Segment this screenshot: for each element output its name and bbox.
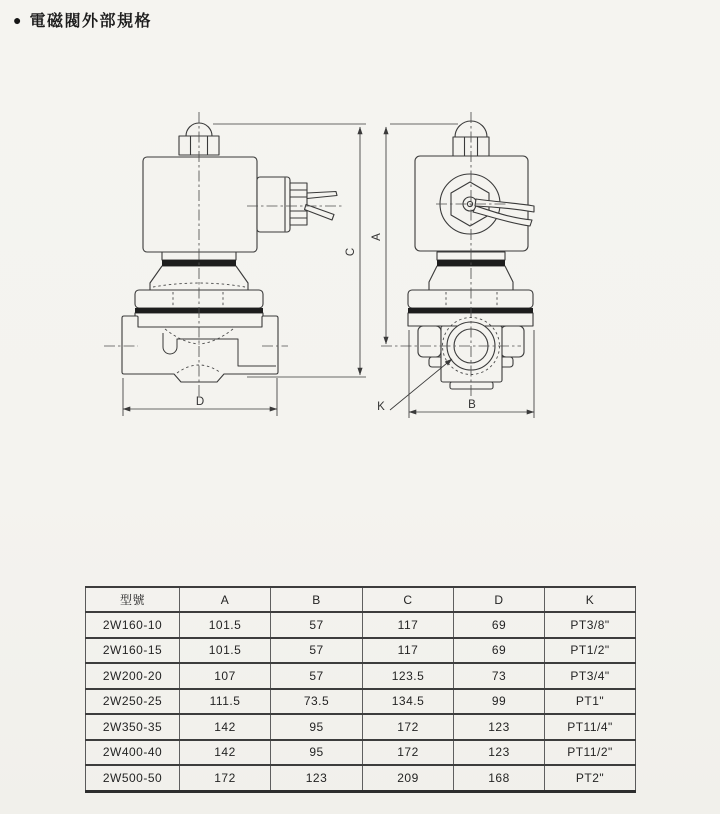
table-row xyxy=(86,765,636,791)
dim-label-D: D xyxy=(195,396,205,408)
dimension-cell: 57 xyxy=(271,638,363,664)
dimension-cell: 117 xyxy=(363,612,454,638)
dimension-cell: PT3/8" xyxy=(545,612,636,638)
body-lug-right xyxy=(501,326,524,357)
dim-label-A: A xyxy=(371,233,383,241)
model-cell: 2W200-20 xyxy=(86,663,180,689)
dimension-cell: PT11/2" xyxy=(545,740,636,766)
table-row xyxy=(86,612,636,638)
dim-label-C: C xyxy=(345,247,357,257)
dimension-cell: 123.5 xyxy=(363,663,454,689)
dimension-cell: 107 xyxy=(180,663,271,689)
table-row xyxy=(86,714,636,740)
body-lug-left xyxy=(418,326,441,357)
dimension-cell: 168 xyxy=(454,765,545,791)
spec-table xyxy=(85,586,636,793)
dimension-cell: 134.5 xyxy=(363,689,454,715)
dim-label-B: B xyxy=(468,399,476,411)
dimension-cell: 95 xyxy=(271,714,363,740)
dimension-cell: 123 xyxy=(454,714,545,740)
valve-side-view xyxy=(122,123,337,382)
dimension-cell: 123 xyxy=(271,765,363,791)
table-row xyxy=(86,638,636,664)
dimension-cell: 95 xyxy=(271,740,363,766)
col-header-model: 型號 xyxy=(86,587,180,612)
port-block-foot xyxy=(450,382,493,389)
dimension-cell: 209 xyxy=(363,765,454,791)
dimension-cell: PT2" xyxy=(545,765,636,791)
model-cell: 2W160-15 xyxy=(86,638,180,664)
dimension-cell: 69 xyxy=(454,612,545,638)
col-header-b: B xyxy=(271,587,363,612)
dimension-cell: 57 xyxy=(271,612,363,638)
dimension-cell: 172 xyxy=(180,765,271,791)
dimension-cell: 73 xyxy=(454,663,545,689)
cable-gland xyxy=(290,183,307,225)
dimension-cell: 172 xyxy=(363,714,454,740)
dimension-cell: PT3/4" xyxy=(545,663,636,689)
col-header-d: D xyxy=(454,587,545,612)
dimension-cell: PT11/4" xyxy=(545,714,636,740)
terminal-prong-lower xyxy=(305,205,335,221)
model-cell: 2W160-10 xyxy=(86,612,180,638)
model-cell: 2W250-25 xyxy=(86,689,180,715)
model-cell: 2W350-35 xyxy=(86,714,180,740)
dimension-cell: 57 xyxy=(271,663,363,689)
dimension-cell: 99 xyxy=(454,689,545,715)
table-row xyxy=(86,740,636,766)
dimension-cell: 123 xyxy=(454,740,545,766)
page-title: 電磁閥外部規格 xyxy=(29,13,152,30)
leader-line-K xyxy=(390,359,452,410)
col-header-k: K xyxy=(545,587,636,612)
dimension-cell: 142 xyxy=(180,740,271,766)
dimension-cell: 73.5 xyxy=(271,689,363,715)
dimension-cell: 111.5 xyxy=(180,689,271,715)
dimension-cell: PT1" xyxy=(545,689,636,715)
model-cell: 2W400-40 xyxy=(86,740,180,766)
col-header-c: C xyxy=(363,587,454,612)
dimension-cell: 101.5 xyxy=(180,638,271,664)
oring-band-flange-front xyxy=(408,308,533,313)
spec-table-body xyxy=(86,612,636,791)
dimension-cell: 172 xyxy=(363,740,454,766)
dimension-cell: PT1/2" xyxy=(545,638,636,664)
dimension-cell: 101.5 xyxy=(180,612,271,638)
dimension-cell: 117 xyxy=(363,638,454,664)
flange-upper-front xyxy=(408,290,533,308)
model-cell: 2W500-50 xyxy=(102,770,163,785)
table-row xyxy=(86,663,636,689)
dimension-cell: 142 xyxy=(180,714,271,740)
coil-body xyxy=(143,157,257,252)
header-row xyxy=(86,587,636,612)
bullet-icon: ● xyxy=(13,11,22,28)
col-header-a: A xyxy=(180,587,271,612)
dimension-cell: 69 xyxy=(454,638,545,664)
dim-label-K: K xyxy=(377,401,385,413)
table-row xyxy=(86,689,636,715)
terminal-prong-upper xyxy=(307,192,337,199)
